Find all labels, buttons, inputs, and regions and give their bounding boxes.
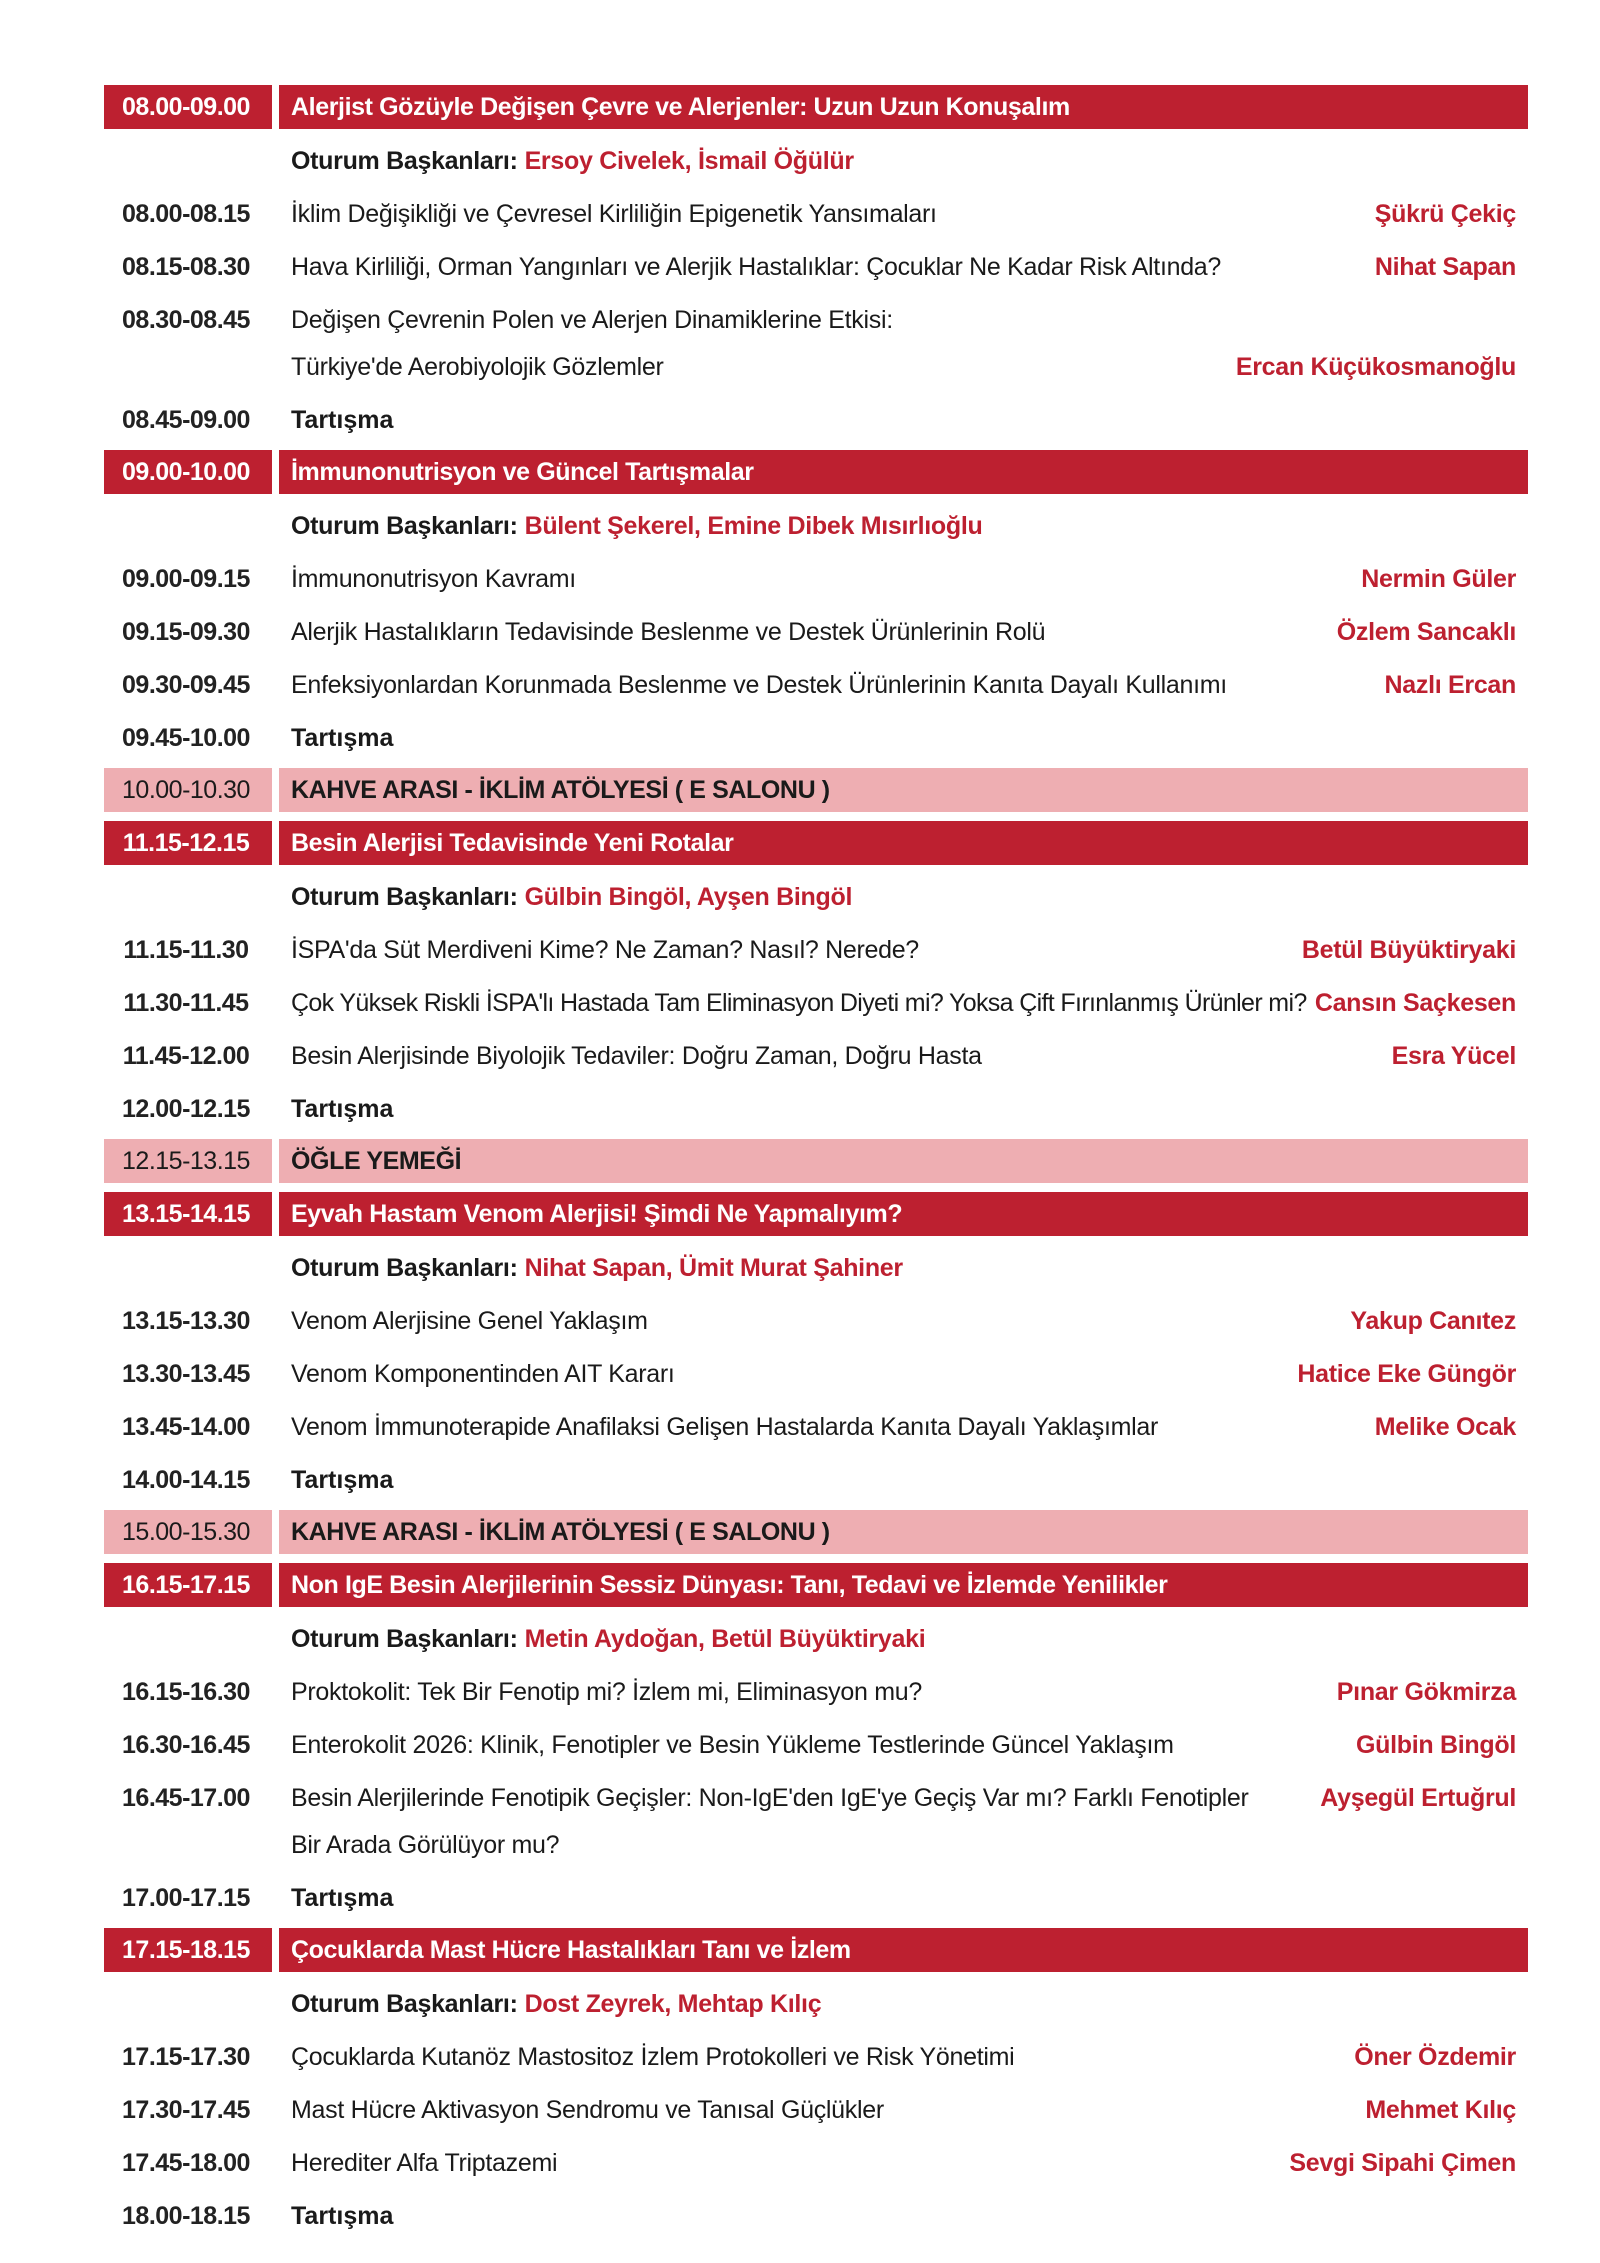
talk-time: 13.45-14.00	[122, 1413, 250, 1441]
break-row	[104, 765, 1528, 818]
talk-speaker: Betül Büyüktiryaki	[1301, 936, 1516, 964]
session-title: Alerjist Gözüyle Değişen Çevre ve Alerjenler: Uzun Uzun Konuşalım	[291, 93, 1070, 121]
talk-row	[104, 1719, 1528, 1772]
talk-row	[104, 1030, 1528, 1083]
talk-row	[104, 2137, 1528, 2190]
talk-row	[104, 553, 1528, 606]
talk-time: 16.45-17.00	[122, 1784, 250, 1812]
talk-row	[104, 659, 1528, 712]
discussion-row	[104, 712, 1528, 765]
talk-row	[104, 294, 1528, 394]
talk-topic: Venom İmmunoterapide Anafilaksi Gelişen Hastalarda Kanıta Dayalı Yaklaşımlar	[291, 1413, 1159, 1441]
talk-topic: Çok Yüksek Riskli İSPA'lı Hastada Tam Eliminasyon Diyeti mi? Yoksa Çift Fırınlanmış Ürünler mi?	[291, 989, 1307, 1017]
talk-row	[104, 1401, 1528, 1454]
discussion-label: Tartışma	[291, 406, 394, 434]
talk-speaker: Ercan Küçükosmanoğlu	[1235, 353, 1516, 381]
session-title: Besin Alerjisi Tedavisinde Yeni Rotalar	[291, 829, 734, 857]
discussion-label: Tartışma	[291, 1466, 394, 1494]
discussion-time: 12.00-12.15	[122, 1095, 250, 1123]
session-chairs	[104, 1613, 1528, 1666]
talk-speaker: Cansın Saçkesen	[1314, 989, 1516, 1017]
discussion-time: 17.00-17.15	[122, 1884, 250, 1912]
talk-topic: Hava Kirliliği, Orman Yangınları ve Alerjik Hastalıklar: Çocuklar Ne Kadar Risk Altında?	[291, 253, 1222, 281]
talk-topic: Enterokolit 2026: Klinik, Fenotipler ve Besin Yükleme Testlerinde Güncel Yaklaşım	[291, 1731, 1174, 1759]
talk-speaker: Gülbin Bingöl	[1356, 1731, 1516, 1759]
talk-speaker: Mehmet Kılıç	[1365, 2096, 1516, 2124]
discussion-row	[104, 1454, 1528, 1507]
talk-speaker: Esra Yücel	[1391, 1042, 1516, 1070]
talk-time: 13.30-13.45	[122, 1360, 250, 1388]
session-title: Eyvah Hastam Venom Alerjisi! Şimdi Ne Yapmalıyım?	[291, 1200, 903, 1228]
chairs-names: Nihat Sapan, Ümit Murat Şahiner	[524, 1254, 903, 1282]
talk-time: 17.45-18.00	[122, 2149, 250, 2177]
talk-time: 17.15-17.30	[122, 2043, 250, 2071]
talk-speaker: Nihat Sapan	[1374, 253, 1516, 281]
chairs-names: Bülent Şekerel, Emine Dibek Mısırlıoğlu	[524, 512, 983, 540]
session-title: Non IgE Besin Alerjilerinin Sessiz Dünyası: Tanı, Tedavi ve İzlemde Yenilikler	[291, 1571, 1168, 1599]
discussion-label: Tartışma	[291, 724, 394, 752]
chairs-names: Ersoy Civelek, İsmail Öğülür	[524, 147, 854, 175]
discussion-time: 09.45-10.00	[122, 724, 250, 752]
chairs-label: Oturum Başkanları:	[291, 1625, 518, 1653]
session-header	[104, 1189, 1528, 1242]
talk-time: 11.30-11.45	[123, 989, 249, 1017]
talk-row	[104, 2084, 1528, 2137]
chairs-names: Gülbin Bingöl, Ayşen Bingöl	[524, 883, 853, 911]
talk-speaker: Pınar Gökmirza	[1336, 1678, 1516, 1706]
discussion-row	[104, 2190, 1528, 2243]
talk-time: 09.30-09.45	[122, 671, 250, 699]
talk-time: 16.15-16.30	[122, 1678, 250, 1706]
discussion-label: Tartışma	[291, 1095, 394, 1123]
talk-time: 11.15-11.30	[123, 936, 249, 964]
talk-topic: Venom Alerjisine Genel Yaklaşım	[291, 1307, 648, 1335]
talk-row	[104, 606, 1528, 659]
talk-topic-line2: Türkiye'de Aerobiyolojik Gözlemler	[291, 353, 664, 381]
discussion-time: 18.00-18.15	[122, 2202, 250, 2230]
talk-speaker: Ayşegül Ertuğrul	[1320, 1784, 1516, 1812]
session-chairs	[104, 1978, 1528, 2031]
talk-row	[104, 1348, 1528, 1401]
talk-speaker: Sevgi Sipahi Çimen	[1289, 2149, 1516, 2177]
program-schedule	[104, 82, 1528, 2243]
break-time: 12.15-13.15	[122, 1147, 250, 1175]
discussion-label: Tartışma	[291, 2202, 394, 2230]
talk-topic: Proktokolit: Tek Bir Fenotip mi? İzlem mi, Eliminasyon mu?	[291, 1678, 922, 1706]
break-row	[104, 1136, 1528, 1189]
break-title: KAHVE ARASI - İKLİM ATÖLYESİ ( E SALONU )	[291, 1518, 830, 1546]
talk-speaker: Öner Özdemir	[1354, 2043, 1516, 2071]
chairs-label: Oturum Başkanları:	[291, 512, 518, 540]
session-chairs	[104, 500, 1528, 553]
talk-row	[104, 1666, 1528, 1719]
break-title: KAHVE ARASI - İKLİM ATÖLYESİ ( E SALONU )	[291, 776, 830, 804]
talk-speaker: Hatice Eke Güngör	[1297, 1360, 1516, 1388]
talk-time: 13.15-13.30	[122, 1307, 250, 1335]
session-chairs	[104, 871, 1528, 924]
session-time: 08.00-09.00	[122, 93, 250, 121]
talk-row	[104, 241, 1528, 294]
talk-row	[104, 924, 1528, 977]
talk-speaker: Nermin Güler	[1361, 565, 1516, 593]
session-time: 11.15-12.15	[122, 829, 250, 857]
talk-speaker: Yakup Canıtez	[1350, 1307, 1516, 1335]
session-header	[104, 447, 1528, 500]
talk-topic: Venom Komponentinden AIT Kararı	[291, 1360, 675, 1388]
chairs-names: Metin Aydoğan, Betül Büyüktiryaki	[524, 1625, 926, 1653]
talk-speaker: Şükrü Çekiç	[1374, 200, 1516, 228]
chairs-label: Oturum Başkanları:	[291, 1254, 518, 1282]
talk-topic: Alerjik Hastalıkların Tedavisinde Beslenme ve Destek Ürünlerinin Rolü	[291, 618, 1046, 646]
session-time: 09.00-10.00	[122, 458, 250, 486]
talk-row	[104, 2031, 1528, 2084]
talk-time: 08.15-08.30	[122, 253, 250, 281]
talk-time: 11.45-12.00	[122, 1042, 250, 1070]
session-time: 13.15-14.15	[122, 1200, 250, 1228]
talk-topic: Değişen Çevrenin Polen ve Alerjen Dinamiklerine Etkisi:	[291, 306, 893, 334]
talk-topic: Çocuklarda Kutanöz Mastositoz İzlem Protokolleri ve Risk Yönetimi	[291, 2043, 1015, 2071]
talk-topic: Mast Hücre Aktivasyon Sendromu ve Tanısal Güçlükler	[291, 2096, 884, 2124]
talk-topic: Herediter Alfa Triptazemi	[291, 2149, 558, 2177]
chairs-label: Oturum Başkanları:	[291, 147, 518, 175]
break-title: ÖĞLE YEMEĞİ	[291, 1147, 462, 1175]
discussion-time: 14.00-14.15	[122, 1466, 250, 1494]
discussion-time: 08.45-09.00	[122, 406, 250, 434]
break-time: 10.00-10.30	[122, 776, 250, 804]
chairs-label: Oturum Başkanları:	[291, 1990, 518, 2018]
talk-time: 09.15-09.30	[122, 618, 250, 646]
talk-row	[104, 1772, 1528, 1872]
discussion-label: Tartışma	[291, 1884, 394, 1912]
session-header	[104, 1925, 1528, 1978]
session-time: 17.15-18.15	[122, 1936, 250, 1964]
session-title: İmmunonutrisyon ve Güncel Tartışmalar	[291, 458, 754, 486]
talk-time: 08.00-08.15	[122, 200, 250, 228]
talk-topic: Besin Alerjisinde Biyolojik Tedaviler: Doğru Zaman, Doğru Hasta	[291, 1042, 982, 1070]
talk-speaker: Nazlı Ercan	[1384, 671, 1516, 699]
chairs-names: Dost Zeyrek, Mehtap Kılıç	[524, 1990, 822, 2018]
talk-topic: Besin Alerjilerinde Fenotipik Geçişler: Non-IgE'den IgE'ye Geçiş Var mı? Farklı Fenotipler	[291, 1784, 1249, 1812]
session-header	[104, 1560, 1528, 1613]
talk-topic: İSPA'da Süt Merdiveni Kime? Ne Zaman? Nasıl? Nerede?	[291, 936, 919, 964]
talk-row	[104, 977, 1528, 1030]
session-header	[104, 818, 1528, 871]
talk-time: 08.30-08.45	[122, 306, 250, 334]
discussion-row	[104, 1083, 1528, 1136]
talk-time: 16.30-16.45	[122, 1731, 250, 1759]
session-chairs	[104, 135, 1528, 188]
session-title: Çocuklarda Mast Hücre Hastalıkları Tanı ve İzlem	[291, 1936, 851, 1964]
talk-row	[104, 188, 1528, 241]
discussion-row	[104, 394, 1528, 447]
break-time: 15.00-15.30	[122, 1518, 250, 1546]
discussion-row	[104, 1872, 1528, 1925]
talk-speaker: Özlem Sancaklı	[1336, 618, 1516, 646]
talk-topic-line2: Bir Arada Görülüyor mu?	[291, 1831, 560, 1859]
talk-time: 17.30-17.45	[122, 2096, 250, 2124]
talk-row	[104, 1295, 1528, 1348]
session-time: 16.15-17.15	[122, 1571, 250, 1599]
session-header	[104, 82, 1528, 135]
talk-topic: Enfeksiyonlardan Korunmada Beslenme ve Destek Ürünlerinin Kanıta Dayalı Kullanımı	[291, 671, 1227, 699]
session-chairs	[104, 1242, 1528, 1295]
talk-speaker: Melike Ocak	[1374, 1413, 1516, 1441]
break-row	[104, 1507, 1528, 1560]
talk-topic: İklim Değişikliği ve Çevresel Kirliliğin Epigenetik Yansımaları	[291, 200, 937, 228]
chairs-label: Oturum Başkanları:	[291, 883, 518, 911]
talk-time: 09.00-09.15	[122, 565, 250, 593]
talk-topic: İmmunonutrisyon Kavramı	[291, 565, 576, 593]
